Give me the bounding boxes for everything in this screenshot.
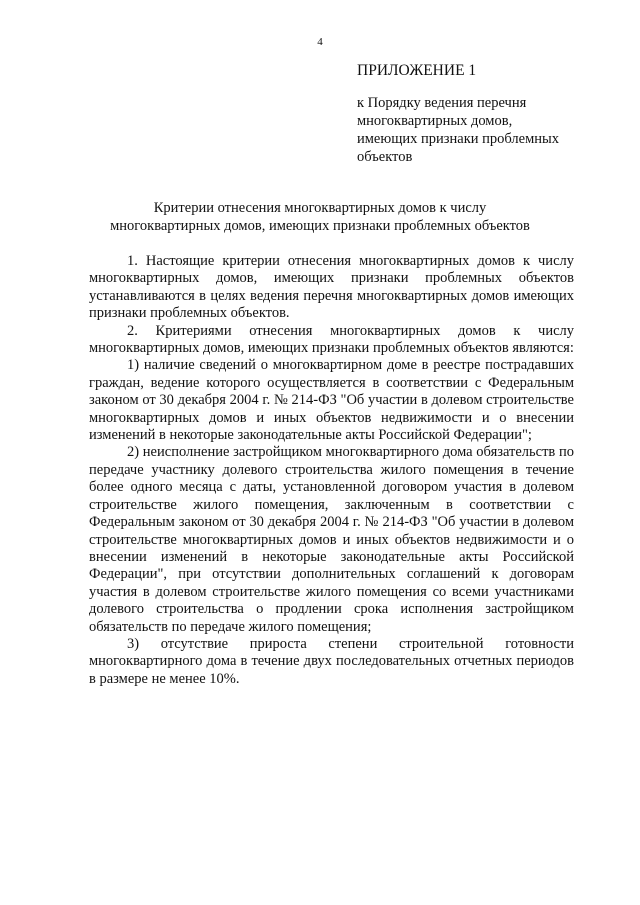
appendix-subtitle-line: объектов [357, 149, 413, 165]
document-title-line: многоквартирных домов, имеющих признаки проблемных объектов [110, 218, 530, 234]
document-title [80, 199, 560, 235]
paragraph-criterion-2: 2) неисполнение застройщиком многоквартирного дома обязательств по передаче участнику долевого строительства жилого помещения в течение более одного месяца с даты, установленной договором участия в долевом строительстве жилого помещения, заключенным в соответствии с Федеральным законом от 30 декабря 2004 г. № 214-ФЗ "Об участии в долевом строительстве многоквартирных домов и иных объектов недвижимости и о внесении изменений в некоторые законодательные акты Российской Федерации", при отсутствии дополнительных соглашений к договорам участия в долевом строительстве жилого помещения со всеми участниками долевого строительства о продлении срока исполнения застройщиком обязательств по передаче жилого помещения; [89, 444, 574, 635]
document-title-line: Критерии отнесения многоквартирных домов к числу [153, 200, 487, 216]
appendix-subtitle [357, 94, 597, 166]
appendix-subtitle-line: многоквартирных домов, [357, 113, 513, 129]
paragraph-criterion-3: 3) отсутствие прироста степени строительной готовности многоквартирного дома в течение двух последовательных отчетных периодов в размере не менее 10%. [89, 635, 574, 687]
paragraph-criteria-list-intro: 2. Критериями отнесения многоквартирных домов к числу многоквартирных домов, имеющих признаки проблемных объектов являются: [89, 322, 574, 357]
page-number: 4 [317, 36, 323, 48]
appendix-subtitle-line: к Порядку ведения перечня [357, 95, 527, 111]
paragraph-criteria-purpose: 1. Настоящие критерии отнесения многоквартирных домов к числу многоквартирных домов, имеющих признаки проблемных объектов устанавливаются в целях ведения перечня многоквартирных домов имеющих признаки проблемных объектов. [89, 253, 574, 322]
appendix-title: ПРИЛОЖЕНИЕ 1 [357, 62, 477, 79]
document-body [89, 253, 574, 688]
paragraph-criterion-1: 1) наличие сведений о многоквартирном доме в реестре пострадавших граждан, ведение которого осуществляется в соответствии с Федеральным законом от 30 декабря 2004 г. № 214-ФЗ "Об участии в долевом строительстве многоквартирных домов и иных объектов недвижимости и о внесении изменений в некоторые законодательные акты Российской Федерации"; [89, 357, 574, 444]
appendix-subtitle-line: имеющих признаки проблемных [357, 131, 560, 147]
